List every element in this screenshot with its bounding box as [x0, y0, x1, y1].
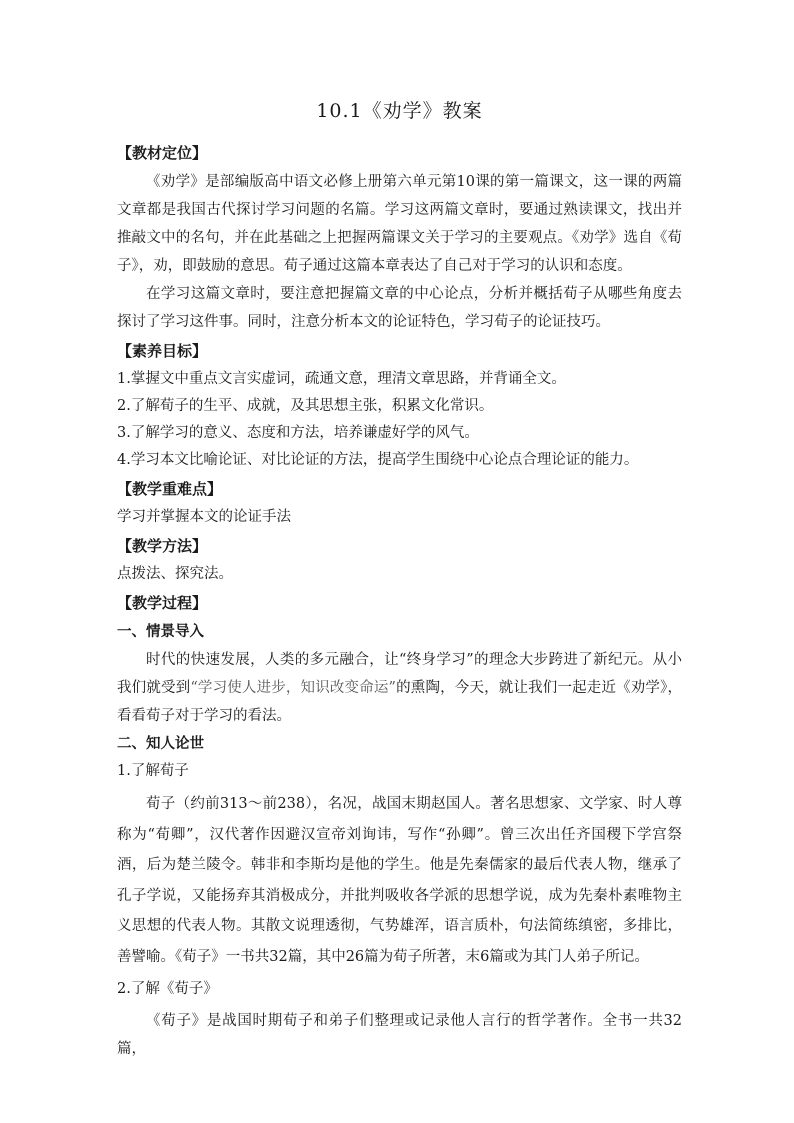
- section-heading-textbook-positioning: 【教材定位】: [117, 144, 208, 162]
- subheading-about-book: 2.了解《荀子》: [117, 981, 218, 997]
- key-difficulties-text: 学习并掌握本文的论证手法: [117, 509, 291, 525]
- part-heading-scene-introduction: 一、情景导入: [117, 624, 204, 640]
- section-heading-teaching-process: 【教学过程】: [117, 594, 208, 612]
- subheading-about-xunzi: 1.了解荀子: [117, 763, 189, 779]
- document-title: 10.1《劝学》教案: [316, 100, 483, 122]
- goal-item: 3.了解学习的意义、态度和方法，培养谦虚好学的风气。: [117, 425, 479, 441]
- about-xunzi-paragraph: 荀子（约前313～前238），名况，战国末期赵国人。著名思想家、文学家、时人尊称为“荀卿”，汉代著作因避汉宣帝刘询讳，写作“孙卿”。曾三次出任齐国稷下学宫祭酒，后为楚兰陵令。韩非和李斯均是他的学生。他是先秦儒家的最后代表人物，继承了孔子学说，又能扬弃其消极成分，并批判吸收各学派的思想学说，成为先秦朴素唯物主义思想的代表人物。其散文说理透彻，气势雄浑，语言质朴，句法简练缜密，多排比，善譬喻。《荀子》一书共32篇，其中26篇为荀子所著，末6篇或为其门人弟子所记。: [117, 796, 682, 965]
- scene-introduction-paragraph: [117, 646, 682, 730]
- goal-item: 1.掌握文中重点文言实虚词，疏通文意，理清文章思路，并背诵全文。: [117, 371, 566, 387]
- goal-item: 4.学习本文比喻论证、对比论证的方法，提高学生围绕中心论点合理论证的能力。: [117, 452, 639, 468]
- textbook-positioning-paragraph-2: 在学习这篇文章时，要注意把握篇文章的中心论点，分析并概括荀子从哪些角度去探讨了学习这件事。同时，注意分析本文的论证特色，学习荀子的论证技巧。: [117, 286, 682, 330]
- section-heading-literacy-goals: 【素养目标】: [117, 342, 208, 360]
- section-heading-key-difficulties: 【教学重难点】: [117, 480, 223, 498]
- intro-quote: “学习使人进步，知识改变命运”: [190, 680, 396, 696]
- intro-text-a: 时代的快速发展，人类的多元融合，让“终身学习”的理念大步跨进了新纪元。从小我们就受到: [117, 652, 682, 696]
- goal-item: 2.了解荀子的生平、成就，及其思想主张，积累文化常识。: [117, 398, 494, 414]
- textbook-positioning-paragraph-1: 《劝学》是部编版高中语文必修上册第六单元第10课的第一篇课文，这一课的两篇文章都是我国古代探讨学习问题的名篇。学习这两篇文章时，要通过熟读课文，找出并推敲文中的名句，并在此基础之上把握两篇课文关于学习的主要观点。《劝学》选自《荀子》，劝，即鼓励的意思。荀子通过这篇本章表达了自己对于学习的认识和态度。: [117, 174, 682, 274]
- document-page: [117, 96, 682, 1063]
- part-heading-know-the-author: 二、知人论世: [117, 736, 204, 752]
- section-heading-teaching-methods: 【教学方法】: [117, 537, 208, 555]
- about-book-paragraph: 《荀子》是战国时期荀子和弟子们整理或记录他人言行的哲学著作。全书一共32篇，: [117, 1013, 682, 1057]
- teaching-methods-text: 点拨法、探究法。: [117, 566, 233, 582]
- intro-text-b: 的熏陶，今天，就让我们一起走近《劝学》，看看荀子对于学习的看法。: [117, 680, 683, 724]
